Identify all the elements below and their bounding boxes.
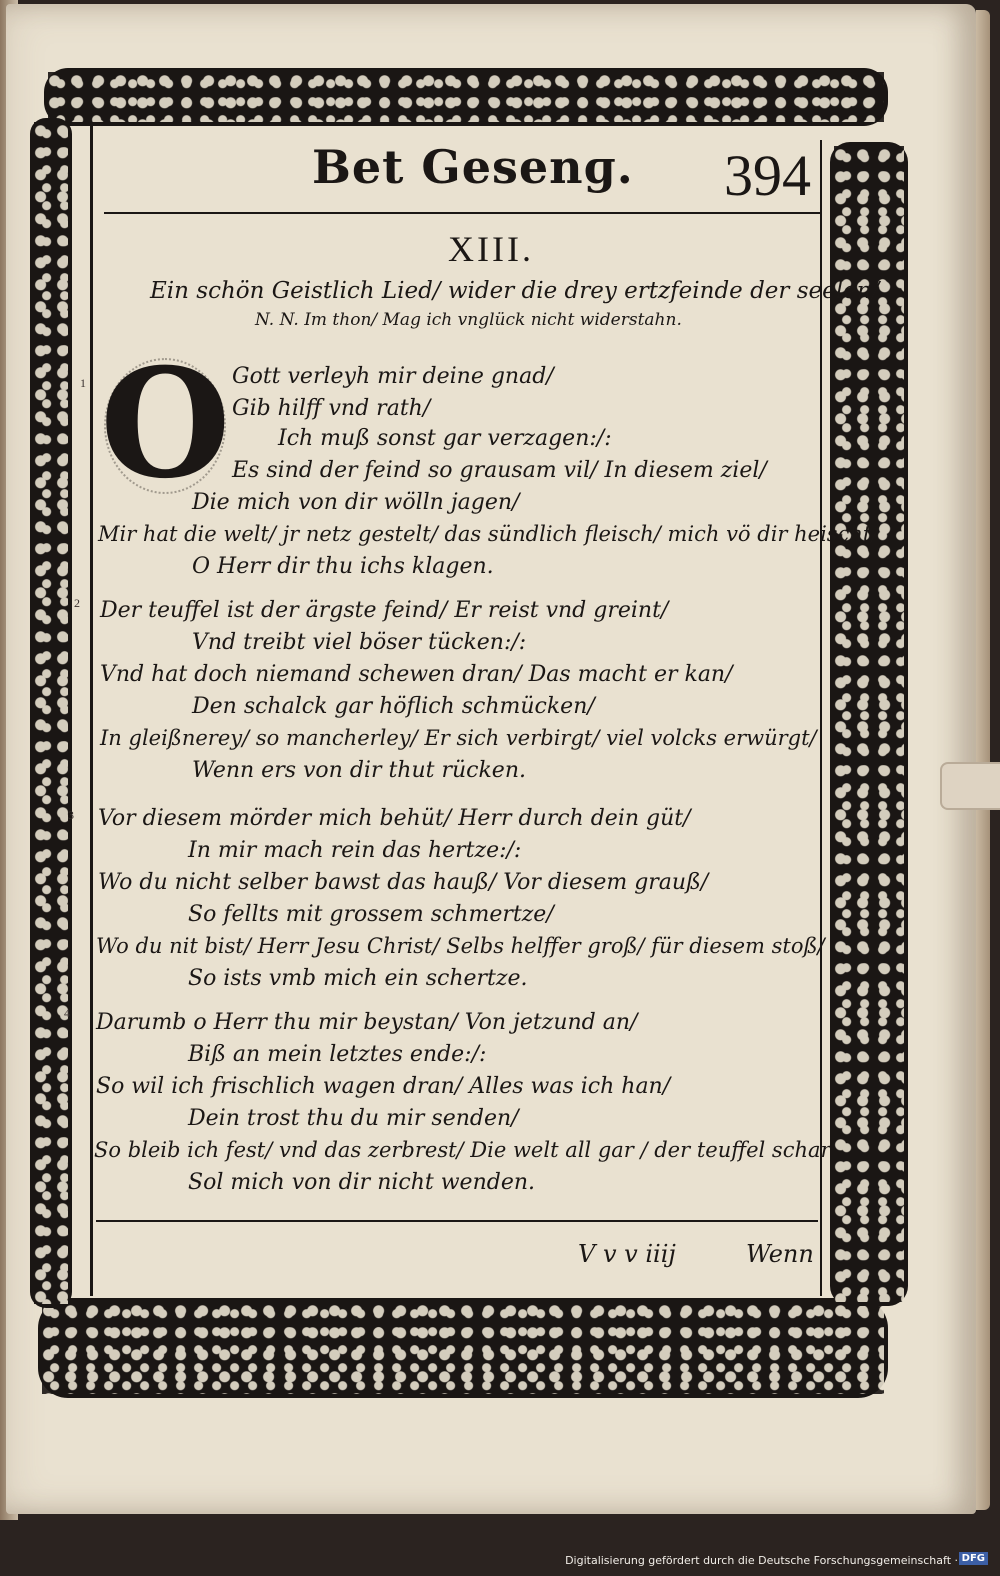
footer-rule	[96, 1220, 818, 1222]
verse-line: Wo du nicht selber bawst das hauß/ Vor diesem grauß/	[98, 870, 709, 895]
verse-line: Darumb o Herr thu mir beystan/ Von jetzund an/	[96, 1010, 638, 1035]
header-rule	[104, 212, 820, 214]
verse-line: Ich muß sonst gar verzagen:/:	[278, 426, 612, 451]
verse-line: So ists vmb mich ein schertze.	[188, 966, 528, 991]
verse-line: Es sind der feind so grausam vil/ In diesem ziel/	[232, 458, 767, 483]
verse-line: O Herr dir thu ichs klagen.	[192, 554, 494, 579]
verse-line: Der teuffel ist der ärgste feind/ Er reist vnd greint/	[100, 598, 669, 623]
verse-line: So bleib ich fest/ vnd das zerbrest/ Die welt all gar / der teuffel schar	[94, 1138, 831, 1162]
stanza-number: 2	[74, 596, 80, 610]
verse-line: Sol mich von dir nicht wenden.	[188, 1170, 536, 1195]
verse-line: Vnd treibt viel böser tücken:/:	[192, 630, 527, 655]
page-edge	[976, 10, 990, 1510]
frame-rule-right	[820, 140, 822, 1296]
ornamental-border-right	[830, 142, 908, 1306]
verse-line: Dein trost thu du mir senden/	[188, 1106, 519, 1131]
frame-rule-left	[90, 126, 93, 1296]
verse-line: So wil ich frischlich wagen dran/ Alles was ich han/	[96, 1074, 671, 1099]
verse-line: In mir mach rein das hertze:/:	[188, 838, 522, 863]
verse-line: Biß an mein letztes ende:/:	[188, 1042, 487, 1067]
verse-line: Wenn ers von dir thut rücken.	[192, 758, 526, 783]
verse-line: Wo du nit bist/ Herr Jesu Christ/ Selbs helffer groß/ für diesem stoß/	[96, 934, 825, 958]
song-subtitle: Ein schön Geistlich Lied/ wider die drey ertzfeinde der seelen/	[150, 278, 880, 304]
verse-line: Gott verleyh mir deine gnad/	[232, 364, 554, 389]
song-number: XIII.	[448, 229, 534, 269]
page-tab-marker	[940, 762, 1000, 810]
verse-line: Vnd hat doch niemand schewen dran/ Das macht er kan/	[100, 662, 733, 687]
dfg-logo: DFG	[959, 1552, 988, 1565]
catchword: Wenn	[746, 1240, 814, 1268]
verse-line: Den schalck gar höflich schmücken/	[192, 694, 595, 719]
digitization-notice: Digitalisierung gefördert durch die Deutsche Forschungsgemeinschaft ·	[565, 1554, 958, 1567]
page-number: 394	[724, 143, 811, 208]
ornamental-border-left	[30, 118, 72, 1308]
verse-line: Mir hat die welt/ jr netz gestelt/ das sündlich fleisch/ mich vö dir heischt/	[98, 522, 879, 546]
verse-line: In gleißnerey/ so mancherley/ Er sich verbirgt/ viel volcks erwürgt/	[100, 726, 817, 750]
stanza-number: 4	[64, 1006, 70, 1020]
verse-line: Gib hilff vnd rath/	[232, 396, 431, 421]
verse-line: So fellts mit grossem schmertze/	[188, 902, 554, 927]
decorated-initial: O	[100, 336, 231, 512]
page-header-title: Bet Gesenɡ.	[312, 140, 634, 194]
verse-line: Vor diesem mörder mich behüt/ Herr durch dein güt/	[98, 806, 691, 831]
song-melody-note: N. N. Im thon/ Mag ich vnglück nicht widerstahn.	[255, 310, 682, 330]
stanza-number: 3	[68, 808, 74, 822]
stanza-number: 1	[80, 376, 86, 390]
verse-line: Die mich von dir wölln jagen/	[192, 490, 520, 515]
ornamental-border-top	[44, 68, 888, 126]
signature-mark: V v v iiij	[578, 1240, 676, 1268]
ornamental-border-bottom	[38, 1298, 888, 1398]
